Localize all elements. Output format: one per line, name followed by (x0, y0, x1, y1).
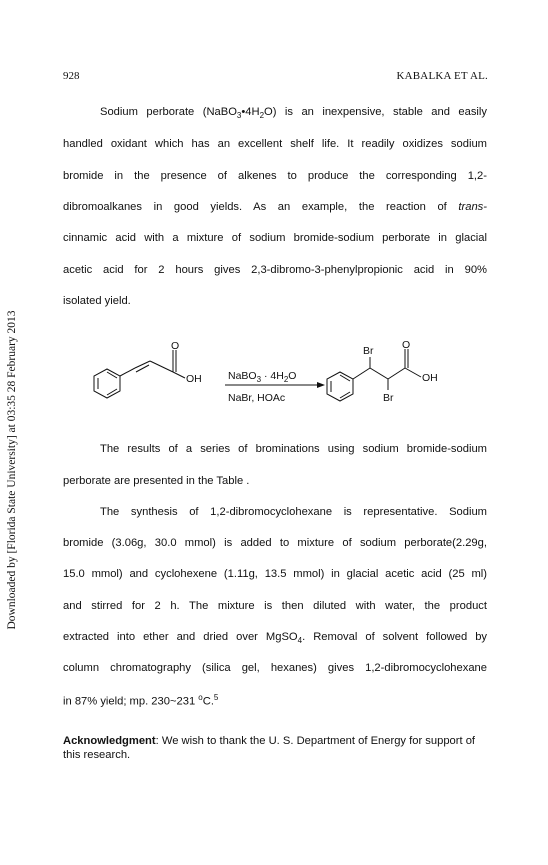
sm-hydroxyl-label: OH (186, 373, 202, 385)
para3-line1: The synthesis of 1,2-dibromocyclohexane is representative. Sodium (100, 506, 487, 518)
para3-line5: extracted into ether and dried over MgSO$_4$. Removal of solvent followed by (63, 631, 488, 646)
para3-line4: and stirred for 2 h. The mixture is then diluted with water, the product (63, 600, 487, 612)
para3-line6: column chromatography (silica gel, hexanes) gives 1,2-dibromocyclohexane (63, 662, 487, 674)
para3-line2: bromide (3.06g, 30.0 mmol) is added to mixture of sodium perborate(2.29g, (63, 537, 487, 549)
product-oxygen-label: O (402, 339, 411, 351)
acknowledgment-text: : We wish to thank the U. S. Department of Energy for support of this research. (63, 735, 476, 761)
para1-line7: isolated yield. (63, 295, 131, 307)
para2-line1: The results of a series of brominations using sodium bromide-sodium (100, 443, 487, 455)
para1-line5: cinnamic acid with a mixture of sodium bromide-sodium perborate in glacial (63, 232, 487, 244)
product-hydroxyl-label: OH (422, 372, 438, 384)
product-br-label-2: Br (383, 392, 394, 404)
reagent-line2: NaBr, HOAc (228, 392, 286, 404)
page-number: 928 (63, 70, 80, 82)
para1-line3: bromide in the presence of alkenes to produce the corresponding 1,2- (63, 170, 487, 182)
reagent-line1: NaBO$_3$ · $4H_2O$ (228, 370, 297, 384)
para2-line2: perborate are presented in the Table . (63, 475, 250, 487)
acknowledgment-label: Acknowledgment (63, 735, 156, 747)
dibromo-product-structure (327, 349, 421, 401)
acknowledgment (63, 734, 487, 762)
product-br-label-1: Br (363, 345, 374, 357)
para3-line3: 15.0 mmol) and cyclohexene (1.11g, 13.5 mmol) in glacial acetic acid (25 ml) (63, 568, 487, 580)
sm-oxygen-label: O (171, 340, 180, 352)
para1-line2: handled oxidant which has an excellent shelf life. It readily oxidizes sodium (63, 138, 487, 150)
reaction-scheme (85, 335, 485, 415)
para1-line1: Sodium perborate $(NaBO_3•4H_2O)$ is an inexpensive, stable and easily (100, 106, 487, 121)
reaction-arrowhead (317, 382, 325, 388)
para3-line7: in 87% yield; mp. 230~231 $^o$C.$^5$ (63, 693, 219, 708)
download-notice (2, 240, 22, 700)
para1-line4: dibromoalkanes in good yields. As an example, the reaction of trans- (63, 201, 487, 213)
cinnamic-acid-structure (94, 350, 185, 398)
para1-line6: acetic acid for 2 hours gives 2,3-dibromo-3-phenylpropionic acid in 90% (63, 264, 487, 276)
running-head: KABALKA ET AL. (396, 70, 488, 82)
download-notice-text: Downloaded by [Florida State University] at 03:35 28 February 2013 (6, 310, 18, 630)
